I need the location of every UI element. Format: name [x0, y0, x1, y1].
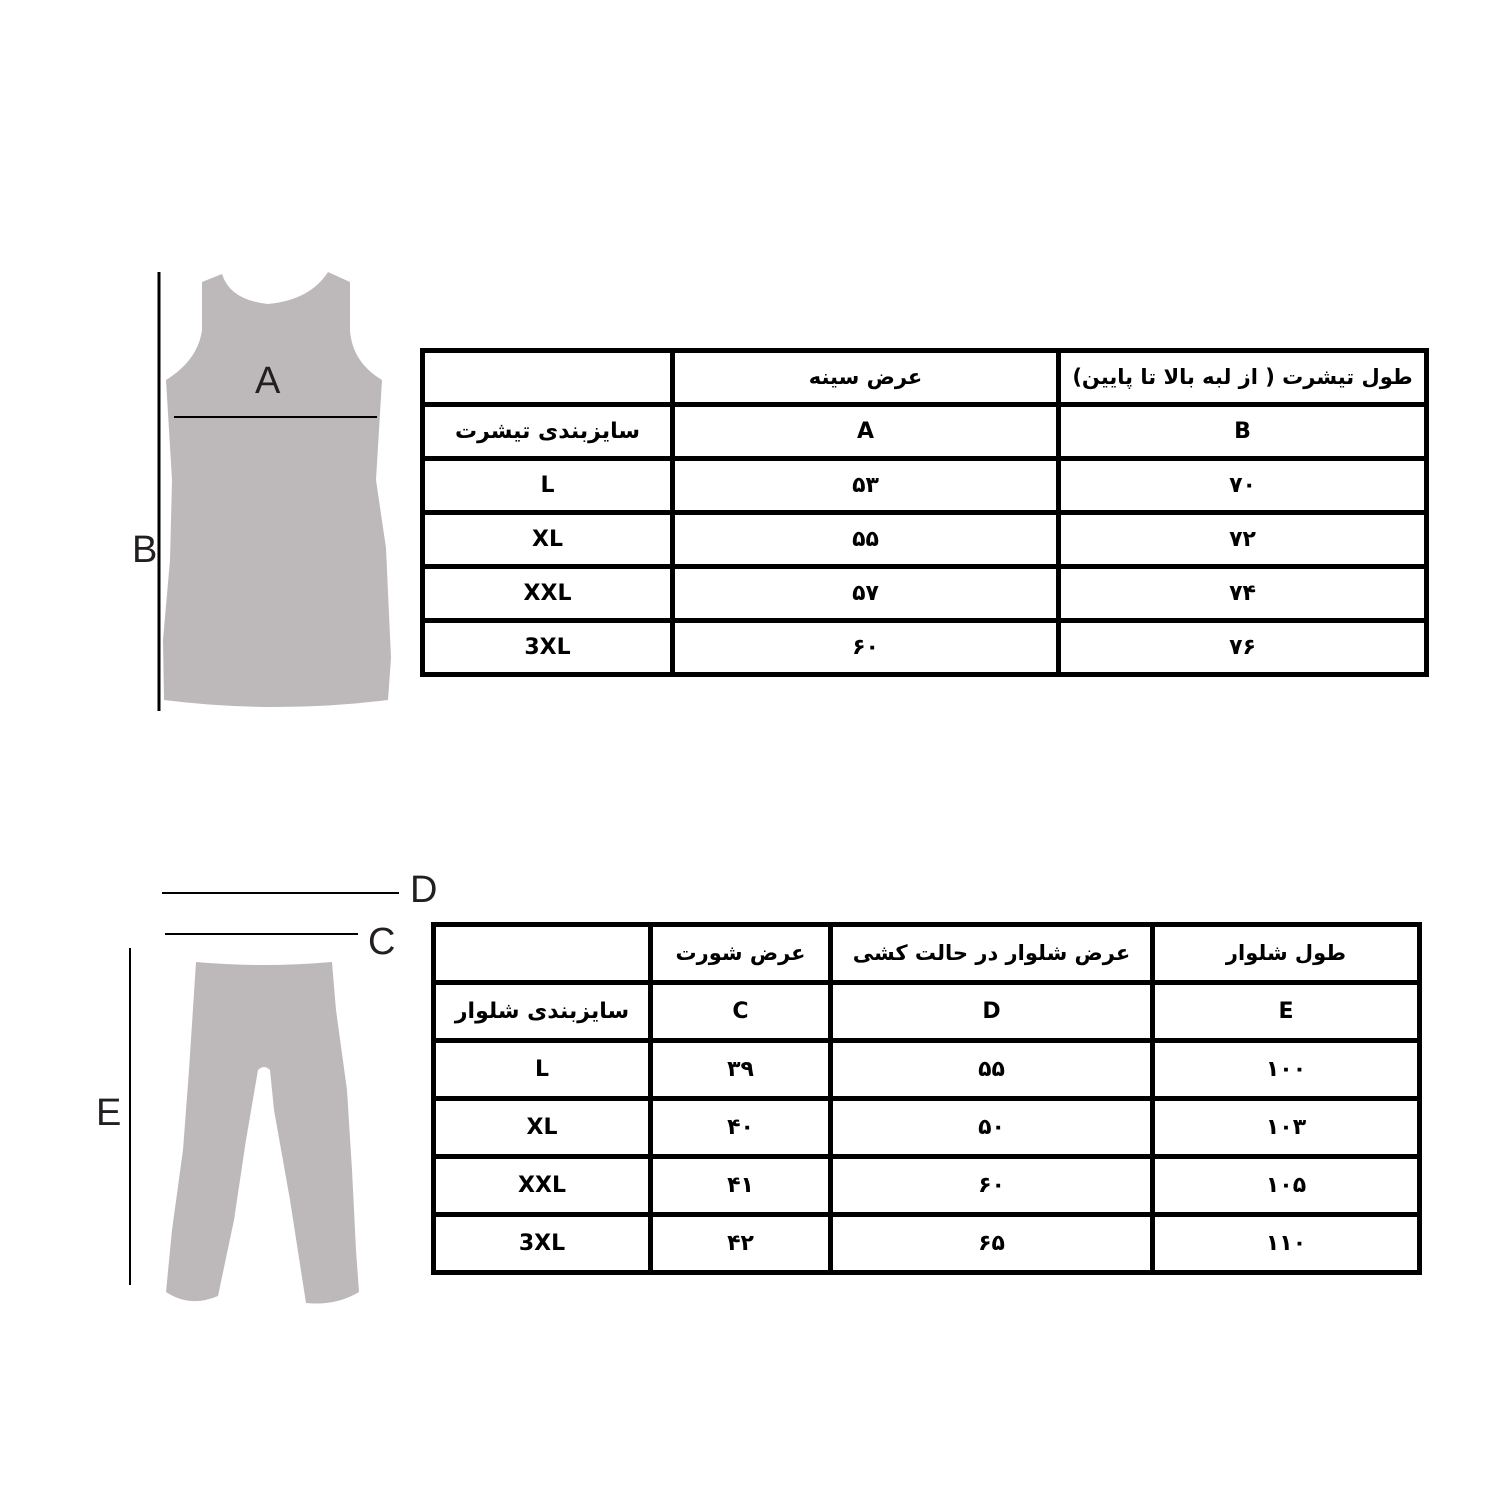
size-cell: 3XL: [434, 1215, 651, 1273]
table-row: [434, 1157, 1420, 1215]
code-cell-e: E: [1153, 983, 1420, 1041]
header-cell-shorts-width: عرض شورت: [651, 925, 831, 983]
table-header-row: [423, 351, 1427, 405]
header-cell-empty: [423, 351, 673, 405]
pants-size-table: [431, 922, 1422, 1275]
value-cell: ۷۲: [1059, 513, 1427, 567]
value-cell: ۵۳: [673, 459, 1059, 513]
value-cell: ۶۵: [831, 1215, 1153, 1273]
header-cell-empty: [434, 925, 651, 983]
size-cell: L: [423, 459, 673, 513]
value-cell: ۴۱: [651, 1157, 831, 1215]
value-cell: ۵۵: [831, 1041, 1153, 1099]
size-cell: XXL: [423, 567, 673, 621]
value-cell: ۶۰: [831, 1157, 1153, 1215]
table-row: [434, 1041, 1420, 1099]
table-row: [434, 1215, 1420, 1273]
size-cell: L: [434, 1041, 651, 1099]
value-cell: ۷۶: [1059, 621, 1427, 675]
code-cell-b: B: [1059, 405, 1427, 459]
value-cell: ۷۴: [1059, 567, 1427, 621]
dimension-letter-c: C: [368, 921, 396, 963]
pants-diagram: [0, 0, 430, 1320]
table-row: [423, 621, 1427, 675]
table-row: [423, 567, 1427, 621]
pants-shape: [166, 962, 359, 1304]
value-cell: ۵۵: [673, 513, 1059, 567]
value-cell: ۱۰۰: [1153, 1041, 1420, 1099]
table-header-row: [434, 925, 1420, 983]
value-cell: ۴۰: [651, 1099, 831, 1157]
header-cell-pants-length: طول شلوار: [1153, 925, 1420, 983]
value-cell: ۵۷: [673, 567, 1059, 621]
dimension-letter-d: D: [410, 869, 438, 911]
size-cell: 3XL: [423, 621, 673, 675]
dimension-letter-a: A: [255, 360, 281, 402]
size-cell: XL: [434, 1099, 651, 1157]
pants-sizing-label: سایزبندی شلوار: [434, 983, 651, 1041]
table-code-row: [434, 983, 1420, 1041]
header-cell-shirt-length: طول تیشرت ( از لبه بالا تا پایین): [1059, 351, 1427, 405]
code-cell-a: A: [673, 405, 1059, 459]
value-cell: ۱۱۰: [1153, 1215, 1420, 1273]
value-cell: ۳۹: [651, 1041, 831, 1099]
size-cell: XL: [423, 513, 673, 567]
code-cell-c: C: [651, 983, 831, 1041]
value-cell: ۶۰: [673, 621, 1059, 675]
shirt-sizing-label: سایزبندی تیشرت: [423, 405, 673, 459]
value-cell: ۱۰۳: [1153, 1099, 1420, 1157]
table-row: [434, 1099, 1420, 1157]
table-row: [423, 513, 1427, 567]
header-cell-pants-stretch-width: عرض شلوار در حالت کشی: [831, 925, 1153, 983]
value-cell: ۵۰: [831, 1099, 1153, 1157]
size-cell: XXL: [434, 1157, 651, 1215]
table-code-row: [423, 405, 1427, 459]
value-cell: ۱۰۵: [1153, 1157, 1420, 1215]
header-cell-chest-width: عرض سینه: [673, 351, 1059, 405]
value-cell: ۷۰: [1059, 459, 1427, 513]
shirt-size-table: [420, 348, 1429, 677]
dimension-letter-b: B: [132, 529, 158, 571]
value-cell: ۴۲: [651, 1215, 831, 1273]
table-row: [423, 459, 1427, 513]
code-cell-d: D: [831, 983, 1153, 1041]
dimension-letter-e: E: [96, 1092, 122, 1134]
